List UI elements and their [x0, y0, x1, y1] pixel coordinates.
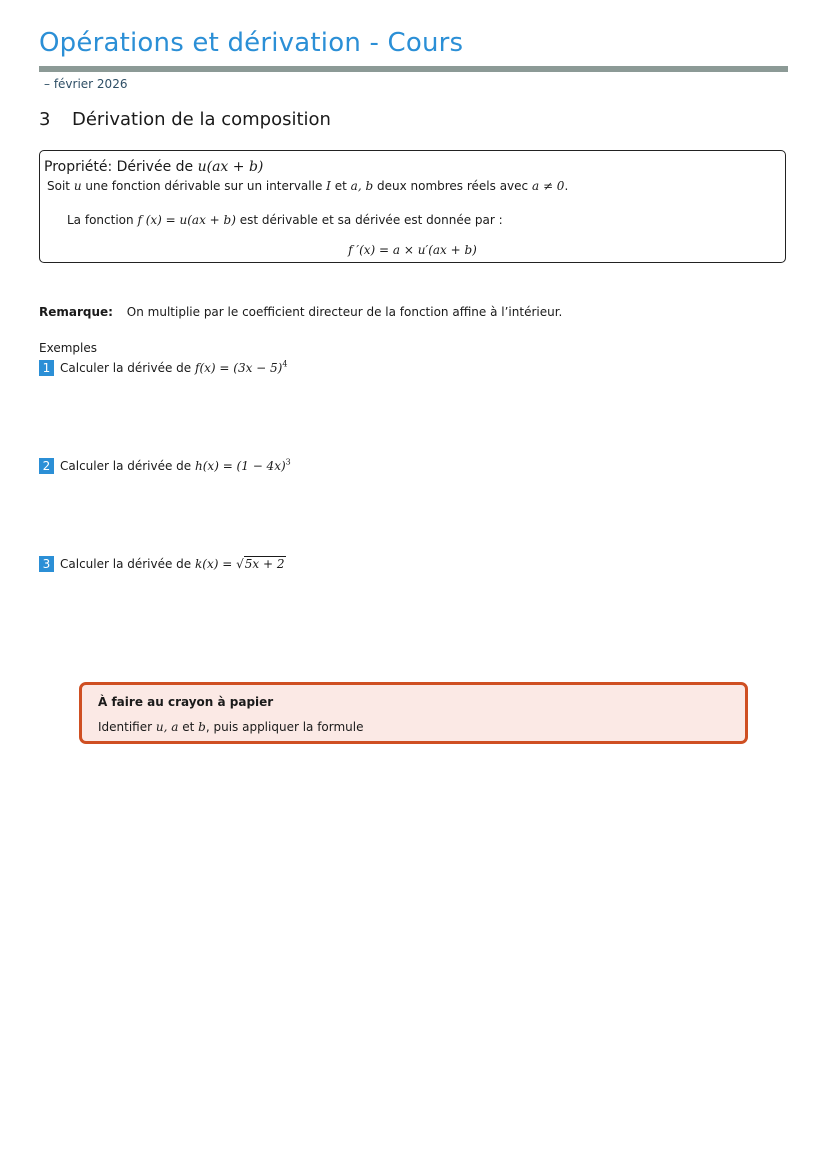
radicand: 5x + 2 — [244, 557, 285, 571]
math-variables: u, a — [155, 720, 179, 734]
text: deux nombres réels avec — [376, 179, 529, 193]
remark — [39, 305, 562, 319]
text: . — [564, 179, 569, 193]
property-statement — [67, 213, 503, 227]
example-item — [39, 556, 286, 572]
page-title: Opérations et dérivation - Cours — [39, 28, 464, 58]
example-math: f(x) = (3x − 5) — [195, 361, 283, 375]
section-title: Dérivation de la composition — [72, 109, 331, 130]
property-label-math: u(ax + b) — [197, 159, 264, 175]
math-interval: I — [326, 179, 331, 193]
text: une fonction dérivable sur un intervalle — [85, 179, 323, 193]
note-text — [98, 720, 364, 734]
note-title: À faire au crayon à papier — [98, 695, 274, 709]
examples-heading: Exemples — [39, 341, 97, 355]
property-label: Propriété: Dérivée de — [44, 159, 194, 175]
derivative-formula: f ′(x) = a × u′(ax + b) — [348, 243, 477, 257]
title-divider — [39, 66, 788, 72]
text: et — [182, 720, 195, 734]
math-u: u — [73, 179, 82, 193]
example-text: Calculer la dérivée de — [60, 459, 192, 473]
example-text: Calculer la dérivée de — [60, 361, 192, 375]
text: La fonction — [67, 213, 134, 227]
example-text: Calculer la dérivée de — [60, 557, 192, 571]
text: Identifier — [98, 720, 153, 734]
property-title — [44, 159, 263, 175]
example-exponent: 4 — [282, 359, 288, 369]
example-exponent: 3 — [285, 457, 291, 467]
example-item — [39, 458, 291, 474]
document-date: – février 2026 — [44, 77, 128, 91]
section-number: 3 — [39, 109, 51, 130]
text: Soit — [47, 179, 70, 193]
math-condition: a ≠ 0 — [531, 179, 565, 193]
math-variable: b — [198, 720, 206, 734]
text: et — [334, 179, 347, 193]
text: est dérivable et sa dérivée est donnée par : — [239, 213, 503, 227]
example-math: k(x) = — [195, 557, 233, 571]
text: , puis appliquer la formule — [205, 720, 364, 734]
example-item — [39, 360, 287, 376]
math-ab: a, b — [350, 179, 374, 193]
remark-text: On multiplie par le coefficient directeur de la fonction affine à l’intérieur. — [126, 305, 563, 319]
square-root: √5x + 2 — [236, 557, 285, 571]
example-number-badge: 3 — [39, 556, 54, 572]
example-number-badge: 1 — [39, 360, 54, 376]
example-math: h(x) = (1 − 4x) — [195, 459, 286, 473]
property-hypothesis — [47, 179, 568, 193]
pencil-note-box — [79, 682, 748, 744]
section-heading — [39, 109, 331, 130]
math-function: f (x) = u(ax + b) — [137, 213, 236, 227]
example-number-badge: 2 — [39, 458, 54, 474]
remark-label: Remarque: — [39, 305, 113, 319]
property-box — [39, 150, 786, 263]
